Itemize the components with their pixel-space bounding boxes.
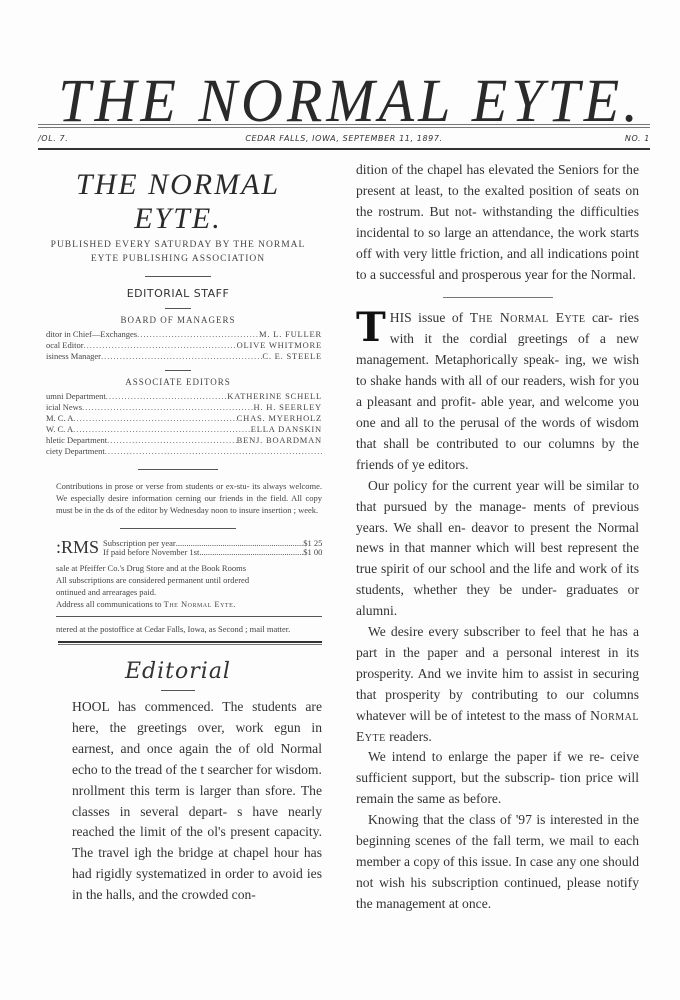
editorial-body [72,697,322,906]
terms-row: Subscription per year ..... $1 25 [103,539,322,548]
address-notice: Address all communications to The Normal Eyte. [56,599,236,609]
published-line-2: EYTE PUBLISHING ASSOCIATION [90,254,266,264]
editorial-paragraph: HOOL has commenced. The students are here, the greetings over, work egun in earnest, and once again the of old Normal echo to the tread of the t searcher for wisdom. [72,699,322,777]
editorial-heading: Editorial [125,659,231,684]
masthead-rule-bottom [38,148,650,150]
right-column [356,160,639,915]
subscription-terms [56,537,322,558]
continuation-paragraph: dition of the chapel has elevated the Seniors for the present at least, to the exalted position of seats on the rostrum. But not- withstanding the difficulties incidental to so large an attendance, the work starts off with very little friction, and all indications point to a successful and prosperous year for the Normal. [356,162,639,282]
editorial-continuation [356,160,639,285]
divider [56,616,322,617]
masthead-title: THE NORMAL EYTE. [58,66,642,135]
issue-number: NO. 1 [624,134,650,143]
staff-row: W. C. A ..... ELLA DANSKIN [46,424,322,435]
divider [443,297,553,298]
terms-label: :RMS [56,537,100,557]
divider [161,690,195,691]
sale-notice: ontinued and arrearages paid. [56,587,157,597]
staff-row: isiness Manager ..... C. E. STEELE [46,351,322,362]
policy-paragraph: Our policy for the current year will be similar to that pursued by the manage- ments of previous years. We shall en- deavor to present the Normal news in that manner which will best represent the true spirit of our school and the life and work of its students, whether they be under- graduates or alumni. [356,477,639,619]
paper-title: THE NORMAL EYTE. [75,168,281,235]
board-heading: BOARD OF MANAGERS [120,315,236,325]
divider [138,469,218,470]
masthead [0,66,680,135]
staff-row: M. C. A ..... CHAS. MYERHOLZ [46,413,322,424]
enlarge-paragraph: We intend to enlarge the paper if we re- ceive sufficient support, but the subscrip- tion price will remain the same as before. [356,749,639,807]
staff-row: umni Department ..... KATHERINE SCHELL [46,391,322,402]
staff-row: ciety Department ..... [46,446,322,457]
sale-notice: All subscriptions are considered permanent until ordered [56,575,250,585]
staff-row: icial News ..... H. H. SEERLEY [46,402,322,413]
greeting-section [356,304,639,914]
published-line-1: PUBLISHED EVERY SATURDAY BY THE NORMAL [50,240,306,250]
volume-label: /OL. 7. [38,134,69,143]
editorial-staff-heading: EDITORIAL STAFF [126,287,230,300]
greeting-paragraph: THIS issue of The Normal Eyte car- ries with it the cordial greetings of a new management. Metaphorically speak- ing, we wish to shake hands with all of our readers, wish for you a pleasant and profit- able year, and welcome you one and all to the perusal of the words of wisdom that shall be contributed to our columns by the friends of ye editors. [356,304,639,472]
divider [120,528,236,529]
editorial-paragraph: nrollment this term is larger than sfore. The classes in several depart- s have nearly reached the limit of the ol's present capacity. The travel igh the bridge at chapel hour has had rigidly systematized in order to avoid ies in the halls, and the crowded con- [72,782,322,903]
divider [145,276,211,277]
class97-paragraph: Knowing that the class of '97 is interested in the beginning scenes of the fall term, we mail to each member a copy of this issue. In case any one should not wish his subscription continued, please notify the management at once. [356,812,639,911]
divider [165,370,191,371]
divider [165,308,191,309]
associate-heading: ASSOCIATE EDITORS [125,377,231,387]
masthead-rule-top [38,124,650,128]
sale-notice: sale at Pfeiffer Co.'s Drug Store and at the Book Rooms [56,563,246,573]
terms-row: If paid before November 1st ..... $1 00 [103,548,322,557]
drop-cap: T [356,304,386,352]
place-date: CEDAR FALLS, IOWA, SEPTEMBER 11, 1897. [245,134,443,143]
staff-row: hletic Department ..... BENJ. BOARDMAN [46,435,322,446]
postoffice-notice: ntered at the postoffice at Cedar Falls, Iowa, as Second ; mail matter. [56,624,291,634]
staff-row: ditor in Chief—Exchanges ..... M. L. FULLER [46,329,322,340]
divider [58,641,322,645]
staff-row: ocal Editor ..... OLIVE WHITMORE [46,340,322,351]
left-column [28,160,328,906]
desire-paragraph: We desire every subscriber to feel that he has a part in the paper and a personal interest in its prosperity. And we invite him to assist in securing that prosperity by contributing to our columns whatever will be of intetest to the mass of Normal Eyte readers. [356,624,639,744]
contributions-notice: Contributions in prose or verse from students or ex-stu- its always welcome. We especially desire information cerning our friends in the field. All copy must be in the ds of the editor by Wednesday noon to insure insertion ; week. [56,481,322,515]
